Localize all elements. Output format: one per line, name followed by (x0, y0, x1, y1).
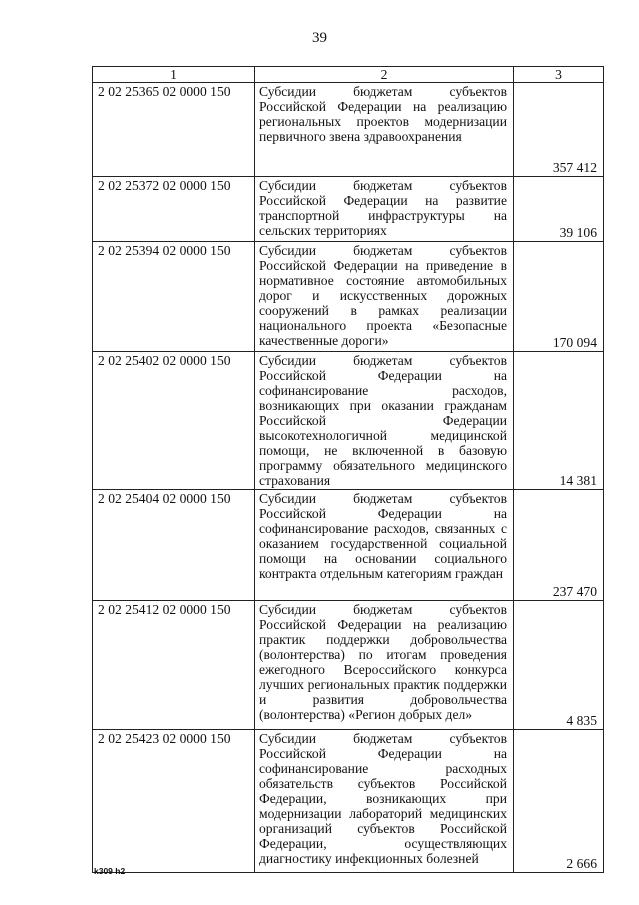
row-code: 2 02 25412 02 0000 150 (93, 601, 255, 730)
row-code: 2 02 25423 02 0000 150 (93, 730, 255, 873)
row-description: Субсидии бюджетам субъектов Российской Федерации на софинансирование расходов, возникающих при оказании гражданам Российской Федерации высокотехнологичной медицинской помощи, не включенной в базовую программу обязательного медицинского страхования (255, 352, 514, 490)
budget-table (92, 66, 604, 873)
row-code: 2 02 25365 02 0000 150 (93, 83, 255, 177)
table-row (93, 83, 604, 177)
row-code: 2 02 25372 02 0000 150 (93, 177, 255, 242)
row-amount: 14 381 (514, 352, 604, 490)
row-description: Субсидии бюджетам субъектов Российской Федерации на софинансирование расходов, связанных с оказанием государственной социальной помощи на основании социального контракта отдельным категориям граждан (255, 490, 514, 601)
row-description: Субсидии бюджетам субъектов Российской Федерации на софинансирование расходных обязательств субъектов Российской Федерации, возникающих при модернизации лабораторий медицинских организаций субъектов Российской Федерации, осуществляющих диагностику инфекционных болезней (255, 730, 514, 873)
table-row (93, 352, 604, 490)
column-header-3: 3 (514, 67, 604, 83)
table-row (93, 490, 604, 601)
row-amount: 357 412 (514, 83, 604, 177)
table-row (93, 601, 604, 730)
row-code: 2 02 25394 02 0000 150 (93, 242, 255, 352)
row-description: Субсидии бюджетам субъектов Российской Федерации на развитие транспортной инфраструктуры на сельских территориях (255, 177, 514, 242)
table-header-row (93, 67, 604, 83)
row-description: Субсидии бюджетам субъектов Российской Федерации на приведение в нормативное состояние автомобильных дорог и искусственных дорожных сооружений в рамках реализации национального проекта «Безопасные качественные дороги» (255, 242, 514, 352)
row-amount: 237 470 (514, 490, 604, 601)
row-amount: 39 106 (514, 177, 604, 242)
table-row (93, 242, 604, 352)
row-amount: 4 835 (514, 601, 604, 730)
row-code: 2 02 25402 02 0000 150 (93, 352, 255, 490)
row-description: Субсидии бюджетам субъектов Российской Федерации на реализацию практик поддержки добровольчества (волонтерства) по итогам проведения ежегодного Всероссийского конкурса лучших региональных практик поддержки и развития добровольчества (волонтерства) «Регион добрых дел» (255, 601, 514, 730)
row-code: 2 02 25404 02 0000 150 (93, 490, 255, 601)
row-amount: 2 666 (514, 730, 604, 873)
column-header-2: 2 (255, 67, 514, 83)
table-row (93, 177, 604, 242)
page-number: 39 (312, 30, 327, 46)
document-footer-code: k309 h2 (94, 866, 126, 876)
row-description: Субсидии бюджетам субъектов Российской Федерации на реализацию региональных проектов модернизации первичного звена здравоохранения (255, 83, 514, 177)
column-header-1: 1 (93, 67, 255, 83)
row-amount: 170 094 (514, 242, 604, 352)
table-row (93, 730, 604, 873)
